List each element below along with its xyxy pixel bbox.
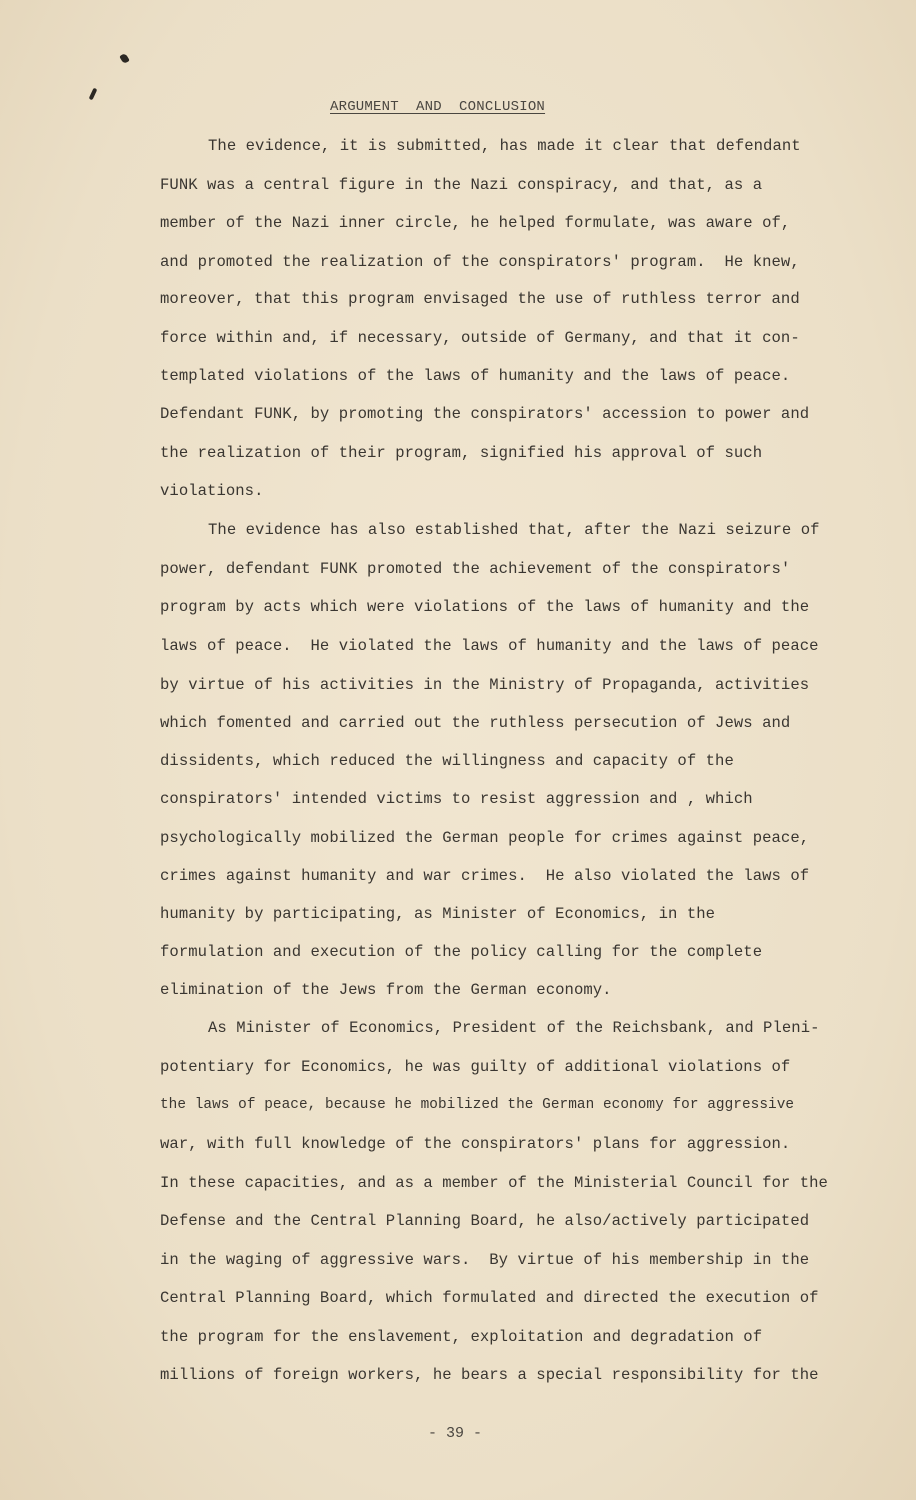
text-line: in the waging of aggressive wars. By virtue of his membership in the (160, 1251, 810, 1269)
text-line: the program for the enslavement, exploitation and degradation of (160, 1328, 763, 1346)
text-line: elimination of the Jews from the German economy. (160, 981, 612, 999)
text-line: the realization of their program, signified his approval of such (160, 444, 763, 462)
text-line: formulation and execution of the policy calling for the complete (160, 943, 763, 961)
text-line: Defendant FUNK, by promoting the conspirators' accession to power and (160, 405, 810, 423)
section-heading: ARGUMENT AND CONCLUSION (330, 99, 546, 115)
text-line: In these capacities, and as a member of the Ministerial Council for the (160, 1174, 828, 1192)
text-line: The evidence has also established that, after the Nazi seizure of (208, 521, 820, 539)
text-line: force within and, if necessary, outside of Germany, and that it con- (160, 329, 800, 347)
text-line: As Minister of Economics, President of the Reichsbank, and Pleni- (208, 1019, 820, 1037)
text-line: conspirators' intended victims to resist aggression and , which (160, 790, 753, 808)
text-line: Central Planning Board, which formulated and directed the execution of (160, 1289, 819, 1307)
text-line: potentiary for Economics, he was guilty of additional violations of (160, 1058, 791, 1076)
page-number: - 39 - (428, 1425, 483, 1442)
text-line: war, with full knowledge of the conspirators' plans for aggression. (160, 1135, 791, 1153)
ink-mark (89, 88, 98, 101)
text-line: humanity by participating, as Minister of Economics, in the (160, 905, 716, 923)
text-line: crimes against humanity and war crimes. He also violated the laws of (160, 867, 810, 885)
text-line: and promoted the realization of the conspirators' program. He knew, (160, 253, 800, 271)
ink-mark (119, 53, 130, 64)
text-line: which fomented and carried out the ruthless persecution of Jews and (160, 714, 791, 732)
text-line: by virtue of his activities in the Ministry of Propaganda, activities (160, 676, 810, 694)
text-line: templated violations of the laws of humanity and the laws of peace. (160, 367, 791, 385)
text-line: moreover, that this program envisaged the use of ruthless terror and (160, 290, 800, 308)
text-line: member of the Nazi inner circle, he helped formulate, was aware of, (160, 214, 791, 232)
text-line: laws of peace. He violated the laws of humanity and the laws of peace (160, 637, 819, 655)
text-line: FUNK was a central figure in the Nazi conspiracy, and that, as a (160, 176, 763, 194)
text-line: violations. (160, 482, 264, 500)
text-line: The evidence, it is submitted, has made it clear that defendant (208, 137, 801, 155)
text-line: millions of foreign workers, he bears a special responsibility for the (160, 1366, 819, 1384)
text-line: the laws of peace, because he mobilized the German economy for aggressive (160, 1097, 795, 1113)
text-line: power, defendant FUNK promoted the achievement of the conspirators' (160, 560, 791, 578)
text-line: psychologically mobilized the German people for crimes against peace, (160, 829, 810, 847)
text-line: Defense and the Central Planning Board, he also/actively participated (160, 1212, 810, 1230)
text-line: dissidents, which reduced the willingness and capacity of the (160, 752, 734, 770)
text-line: program by acts which were violations of the laws of humanity and the (160, 598, 810, 616)
